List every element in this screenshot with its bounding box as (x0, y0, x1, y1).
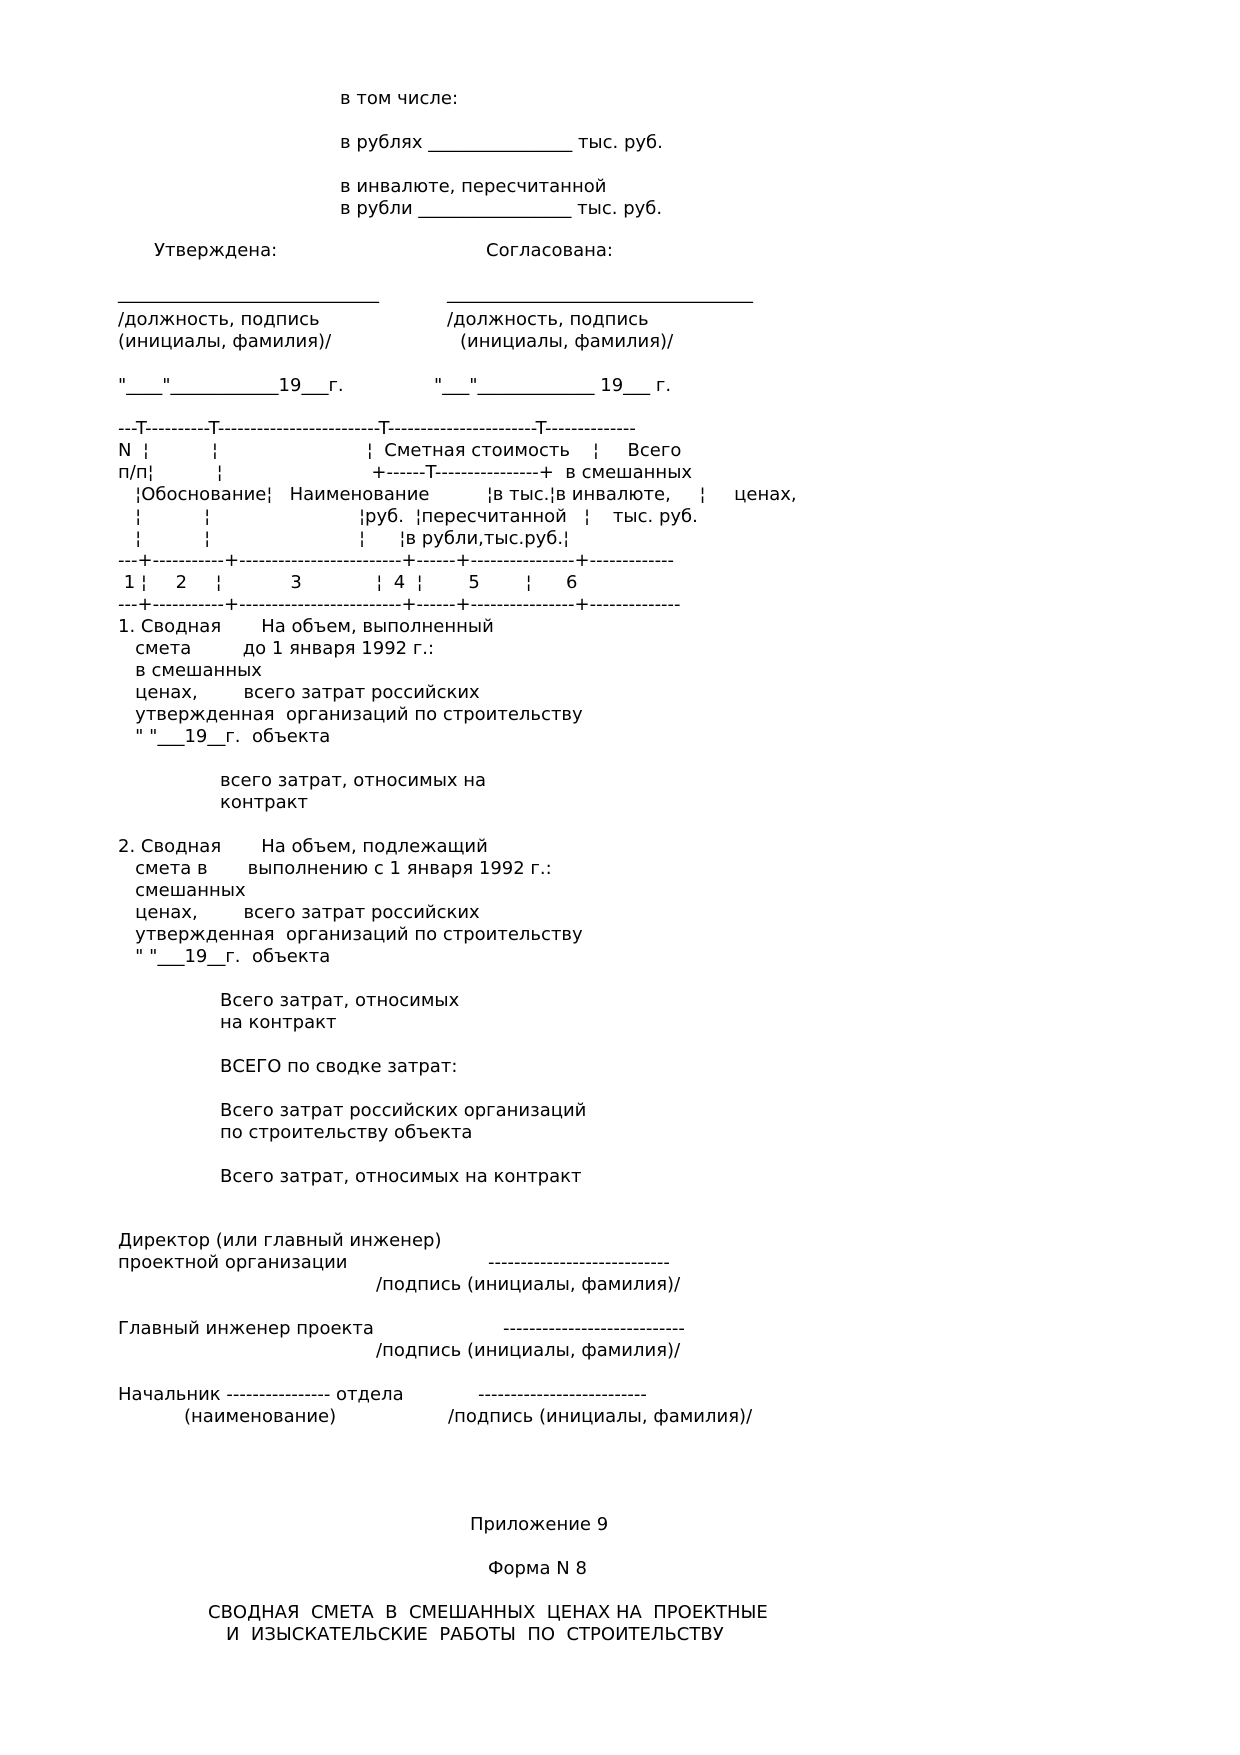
text-line: в инвалюте, пересчитанной (340, 176, 607, 197)
table-column-numbers: 1 ¦ 2 ¦ 3 ¦ 4 ¦ 5 ¦ 6 (118, 572, 578, 593)
table-border: ---+-----------+-------------------------+------+----------------+------------- (118, 550, 675, 571)
date-line: "___"_____________ 19___ г. (434, 375, 672, 396)
date-line: "____"____________19___г. (118, 375, 344, 396)
signatory-label: проектной организации (118, 1252, 348, 1273)
signatory-label: Главный инженер проекта (118, 1318, 374, 1339)
text-line: в рубли _________________ тыс. руб. (340, 198, 663, 219)
table-row: на контракт (220, 1012, 337, 1033)
signatory-label: Директор (или главный инженер) (118, 1230, 442, 1251)
table-row: смешанных (118, 880, 246, 901)
signature-caption: /подпись (инициалы, фамилия)/ (448, 1406, 753, 1427)
table-header: ¦ ¦ ¦руб. ¦пересчитанной ¦ тыс. руб. (118, 506, 698, 527)
document-title: СВОДНАЯ СМЕТА В СМЕШАННЫХ ЦЕНАХ НА ПРОЕКТНЫЕ (208, 1602, 768, 1623)
signature-caption: /подпись (инициалы, фамилия)/ (376, 1340, 681, 1361)
table-header: ¦Обоснование¦ Наименование ¦в тыс.¦в инвалюте, ¦ ценах, (118, 484, 797, 505)
signature-line: __________________________________ (447, 283, 753, 304)
table-row: 1. Сводная На объем, выполненный (118, 616, 494, 637)
table-row: контракт (220, 792, 308, 813)
text-line: /должность, подпись (118, 309, 320, 330)
text-line: в рублях ________________ тыс. руб. (340, 132, 663, 153)
approved-label: Утверждена: (154, 240, 278, 261)
form-label: Форма N 8 (488, 1558, 587, 1579)
table-row: " "___19__г. объекта (118, 726, 331, 747)
total-line: Всего затрат российских организаций (220, 1100, 587, 1121)
total-line: по строительству объекта (220, 1122, 473, 1143)
total-line: Всего затрат, относимых на контракт (220, 1166, 582, 1187)
signature-line: -------------------------- (478, 1384, 647, 1405)
table-row: утвержденная организаций по строительству (118, 704, 583, 725)
text-line: в том числе: (340, 88, 459, 109)
agreed-label: Согласована: (486, 240, 613, 261)
signature-caption: (наименование) (184, 1406, 337, 1427)
table-row: всего затрат, относимых на (220, 770, 487, 791)
table-row: 2. Сводная На объем, подлежащий (118, 836, 488, 857)
table-row: " "___19__г. объекта (118, 946, 331, 967)
table-border: ---+-----------+-------------------------+------+----------------+-------------- (118, 594, 681, 615)
table-border: ---T----------T-------------------------T-----------------------T-------------- (118, 418, 636, 439)
signature-line: _____________________________ (118, 283, 379, 304)
table-row: в смешанных (118, 660, 262, 681)
table-header: N ¦ ¦ ¦ Сметная стоимость ¦ Всего (118, 440, 682, 461)
text-line: (инициалы, фамилия)/ (118, 331, 332, 352)
table-row: смета в выполнению с 1 января 1992 г.: (118, 858, 552, 879)
table-header: п/п¦ ¦ +------T----------------+ в смешанных (118, 462, 693, 483)
document-title: И ИЗЫСКАТЕЛЬСКИЕ РАБОТЫ ПО СТРОИТЕЛЬСТВУ (226, 1624, 724, 1645)
signature-line: ---------------------------- (503, 1318, 685, 1339)
table-row: смета до 1 января 1992 г.: (118, 638, 435, 659)
table-header: ¦ ¦ ¦ ¦в рубли,тыс.руб.¦ (118, 528, 570, 549)
table-row: ценах, всего затрат российских (118, 682, 480, 703)
signatory-label: Начальник ---------------- отдела (118, 1384, 404, 1405)
total-line: ВСЕГО по сводке затрат: (220, 1056, 458, 1077)
text-line: (инициалы, фамилия)/ (460, 331, 674, 352)
table-row: ценах, всего затрат российских (118, 902, 480, 923)
text-line: /должность, подпись (447, 309, 649, 330)
appendix-label: Приложение 9 (470, 1514, 609, 1535)
signature-caption: /подпись (инициалы, фамилия)/ (376, 1274, 681, 1295)
table-row: Всего затрат, относимых (220, 990, 460, 1011)
table-row: утвержденная организаций по строительству (118, 924, 583, 945)
signature-line: ---------------------------- (488, 1252, 670, 1273)
